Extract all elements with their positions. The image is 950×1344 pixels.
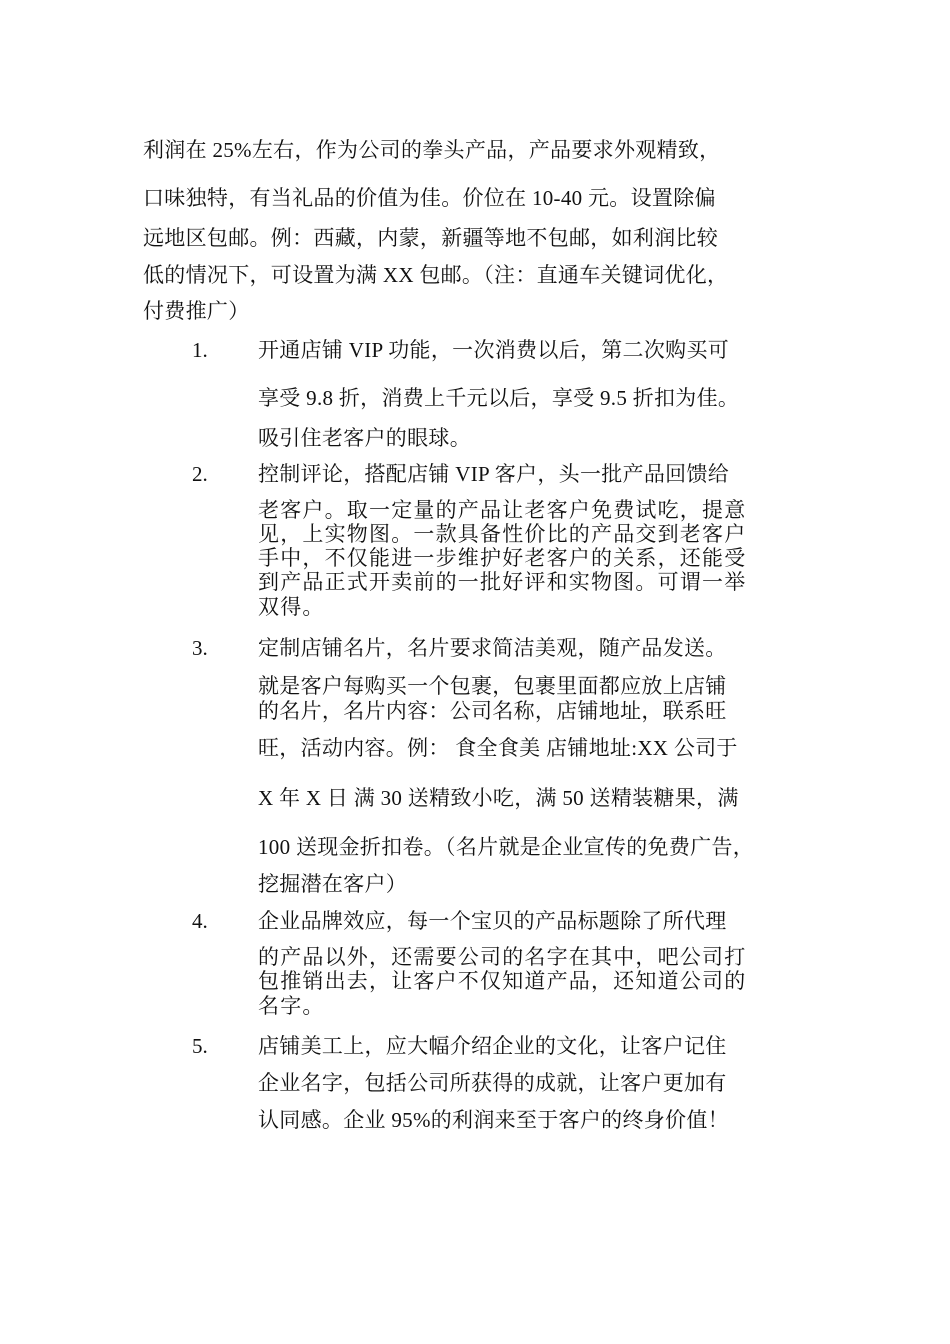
intro-line: 远地区包邮。例：西藏，内蒙，新疆等地不包邮，如利润比较 [143, 226, 719, 250]
list-item-line: X 年 X 日 满 30 送精致小吃，满 50 送精装糖果，满 [258, 786, 739, 810]
list-item-line: 享受 9.8 折，消费上千元以后，享受 9.5 折扣为佳。 [258, 386, 740, 410]
list-item-line: 企业品牌效应，每一个宝贝的产品标题除了所代理 [258, 909, 727, 933]
list-item-line: 的产品以外，还需要公司的名字在其中，吧公司打 [258, 945, 747, 969]
list-item-line: 就是客户每购买一个包裹，包裹里面都应放上店铺 [258, 674, 727, 698]
list-item-line: 到产品正式开卖前的一批好评和实物图。可谓一举 [258, 570, 747, 594]
list-item-number: 4. [192, 909, 208, 933]
list-item-line: 定制店铺名片，名片要求简洁美观，随产品发送。 [258, 636, 727, 660]
list-item-line: 的名片，名片内容：公司名称，店铺地址，联系旺 [258, 699, 727, 723]
intro-line: 低的情况下，可设置为满 XX 包邮。（注：直通车关键词优化， [143, 263, 729, 287]
list-item-line: 吸引住老客户的眼球。 [258, 426, 471, 450]
list-item-line: 认同感。企业 95%的利润来至于客户的终身价值！ [258, 1108, 729, 1132]
list-item-line: 包推销出去，让客户不仅知道产品，还知道公司的 [258, 969, 747, 993]
list-item-line: 企业名字，包括公司所获得的成就，让客户更加有 [258, 1071, 727, 1095]
intro-line: 付费推广） [143, 299, 250, 323]
list-item-number: 2. [192, 462, 208, 486]
intro-line: 利润在 25%左右，作为公司的拳头产品，产品要求外观精致， [143, 138, 721, 162]
intro-line: 口味独特，有当礼品的价值为佳。价位在 10-40 元。设置除偏 [143, 186, 716, 210]
list-item-line: 老客户。取一定量的产品让老客户免费试吃，提意 [258, 498, 747, 522]
list-item-number: 3. [192, 636, 208, 660]
list-item-line: 控制评论，搭配店铺 VIP 客户，头一批产品回馈给 [258, 462, 730, 486]
list-item-line: 双得。 [258, 595, 325, 619]
list-item-line: 店铺美工上，应大幅介绍企业的文化，让客户记住 [258, 1034, 727, 1058]
list-item-line: 名字。 [258, 994, 325, 1018]
list-item-line: 开通店铺 VIP 功能，一次消费以后，第二次购买可 [258, 338, 730, 362]
list-item-line: 旺，活动内容。例： 食全食美 店铺地址:XX 公司于 [258, 736, 738, 760]
list-item-number: 5. [192, 1034, 208, 1058]
list-item-line: 挖掘潜在客户） [258, 872, 408, 896]
list-item-number: 1. [192, 338, 208, 362]
list-item-line: 见，上实物图。一款具备性价比的产品交到老客户 [258, 522, 747, 546]
list-item-line: 手中，不仅能进一步维护好老客户的关系，还能受 [258, 546, 747, 570]
list-item-line: 100 送现金折扣卷。（名片就是企业宣传的免费广告， [258, 835, 755, 859]
